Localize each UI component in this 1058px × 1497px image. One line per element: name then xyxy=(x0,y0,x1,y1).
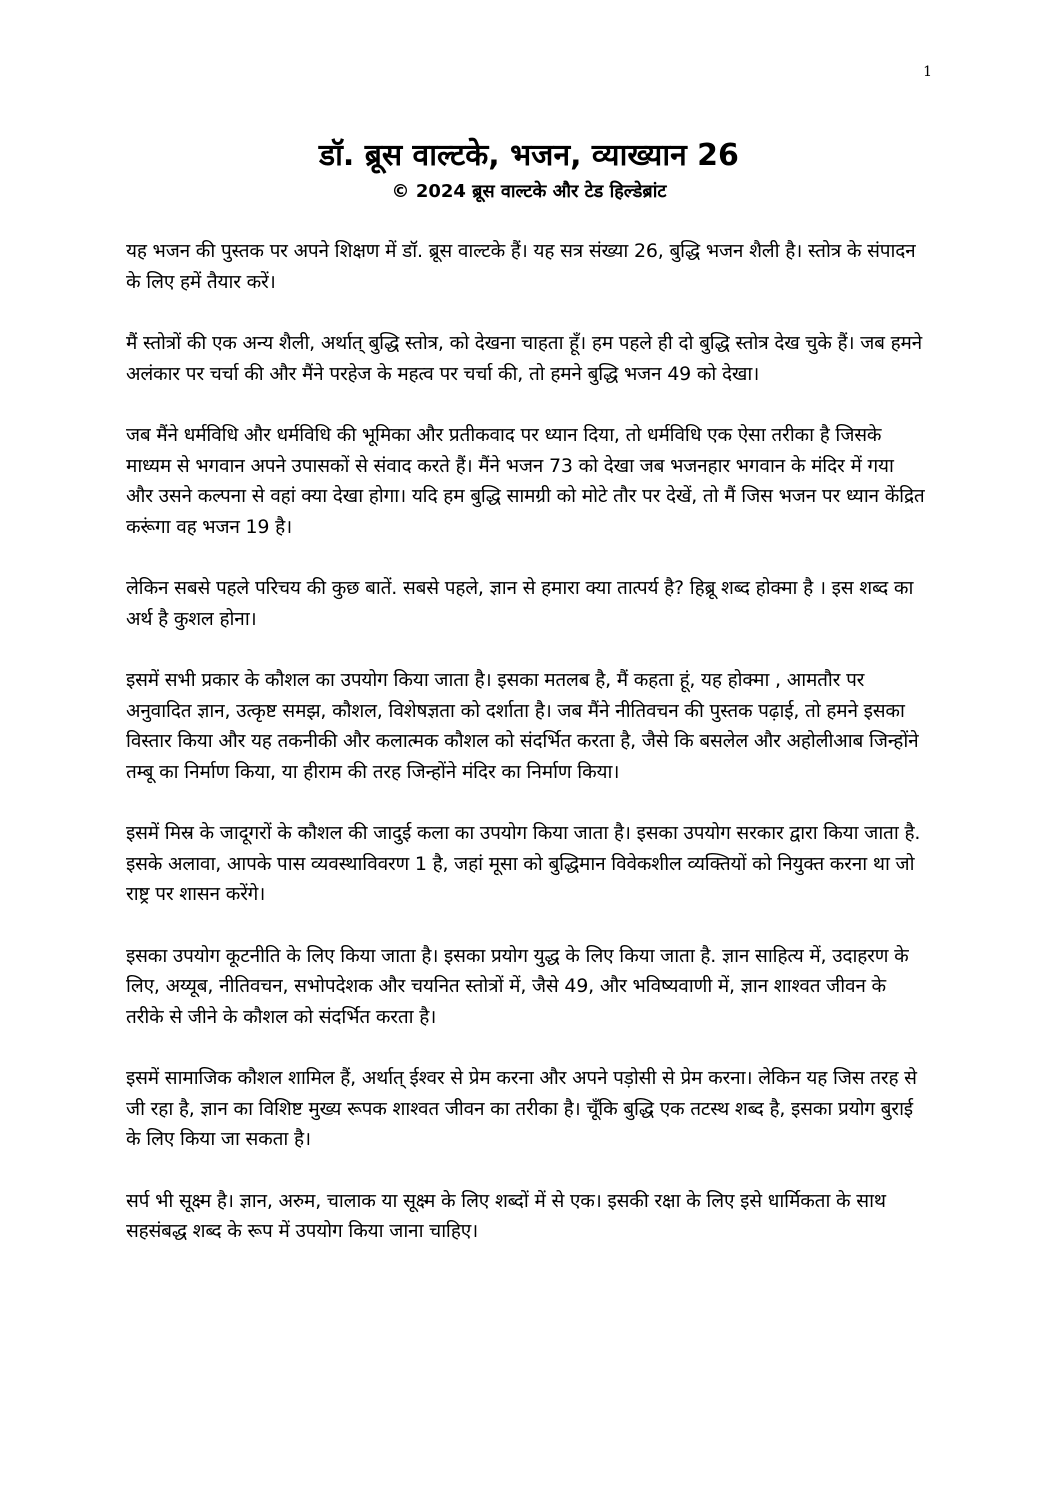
paragraph: इसमें मिस्र के जादूगरों के कौशल की जादुई कला का उपयोग किया जाता है। इसका उपयोग सरकार द्वारा किया जाता है. इसके अलावा, आपके पास व्यवस्थाविवरण 1 है, जहां मूसा को बुद्धिमान विवेकशील व्यक्तियों को नियुक्त करना था जो राष्ट्र पर शासन करेंगे। xyxy=(126,822,921,905)
paragraph: लेकिन सबसे पहले परिचय की कुछ बातें. सबसे पहले, ज्ञान से हमारा क्या तात्पर्य है? हिब्रू शब्द होक्मा है । इस शब्द का अर्थ है कुशल होना। xyxy=(126,577,914,630)
paragraph: जब मैंने धर्मविधि और धर्मविधि की भूमिका और प्रतीकवाद पर ध्यान दिया, तो धर्मविधि एक ऐसा तरीका है जिसके माध्यम से भगवान अपने उपासकों से संवाद करते हैं। मैंने भजन 73 को देखा जब भजनहार भगवान के मंदिर में गया और उसने कल्पना से वहां क्या देखा होगा। यदि हम बुद्धि सामग्री को मोटे तौर पर देखें, तो मैं जिस भजन पर ध्यान केंद्रित करूंगा वह भजन 19 है। xyxy=(126,424,925,538)
copyright-line: © 2024 ब्रूस वाल्टके और टेड हिल्डेब्रांट xyxy=(391,181,667,202)
paragraph: यह भजन की पुस्तक पर अपने शिक्षण में डॉ. ब्रूस वाल्टके हैं। यह सत्र संख्या 26, बुद्धि भजन शैली है। स्तोत्र के संपादन के लिए हमें तैयार करें। xyxy=(126,240,916,293)
paragraph: इसमें सभी प्रकार के कौशल का उपयोग किया जाता है। इसका मतलब है, मैं कहता हूं, यह होक्मा , आमतौर पर अनुवादित ज्ञान, उत्कृष्ट समझ, कौशल, विशेषज्ञता को दर्शाता है। जब मैंने नीतिवचन की पुस्तक पढ़ाई, तो हमने इसका विस्तार किया और यह तकनीकी और कलात्मक कौशल को संदर्भित करता है, जैसे कि बसलेल और अहोलीआब जिन्होंने तम्बू का निर्माण किया, या हीराम की तरह जिन्होंने मंदिर का निर्माण किया। xyxy=(126,669,919,783)
page-title: डॉ. ब्रूस वाल्टके, भजन, व्याख्यान 26 xyxy=(319,138,739,173)
title-block xyxy=(0,134,1058,206)
paragraph: इसमें सामाजिक कौशल शामिल हैं, अर्थात् ईश्वर से प्रेम करना और अपने पड़ोसी से प्रेम करना। लेकिन यह जिस तरह से जी रहा है, ज्ञान का विशिष्ट मुख्य रूपक शाश्वत जीवन का तरीका है। चूँकि बुद्धि एक तटस्थ शब्द है, इसका प्रयोग बुराई के लिए किया जा सकता है। xyxy=(126,1067,917,1150)
page-number: 1 xyxy=(923,64,932,80)
body-text xyxy=(126,236,926,1278)
paragraph: सर्प भी सूक्ष्म है। ज्ञान, अरुम, चालाक या सूक्ष्म के लिए शब्दों में से एक। इसकी रक्षा के लिए इसे धार्मिकता के साथ सहसंबद्ध शब्द के रूप में उपयोग किया जाना चाहिए। xyxy=(126,1189,886,1242)
paragraph: मैं स्तोत्रों की एक अन्य शैली, अर्थात् बुद्धि स्तोत्र, को देखना चाहता हूँ। हम पहले ही दो बुद्धि स्तोत्र देख चुके हैं। जब हमने अलंकार पर चर्चा की और मैंने परहेज के महत्व पर चर्चा की, तो हमने बुद्धि भजन 49 को देखा। xyxy=(126,332,923,385)
paragraph: इसका उपयोग कूटनीति के लिए किया जाता है। इसका प्रयोग युद्ध के लिए किया जाता है. ज्ञान साहित्य में, उदाहरण के लिए, अय्यूब, नीतिवचन, सभोपदेशक और चयनित स्तोत्रों में, जैसे 49, और भविष्यवाणी में, ज्ञान शाश्वत जीवन के तरीके से जीने के कौशल को संदर्भित करता है। xyxy=(126,944,909,1028)
